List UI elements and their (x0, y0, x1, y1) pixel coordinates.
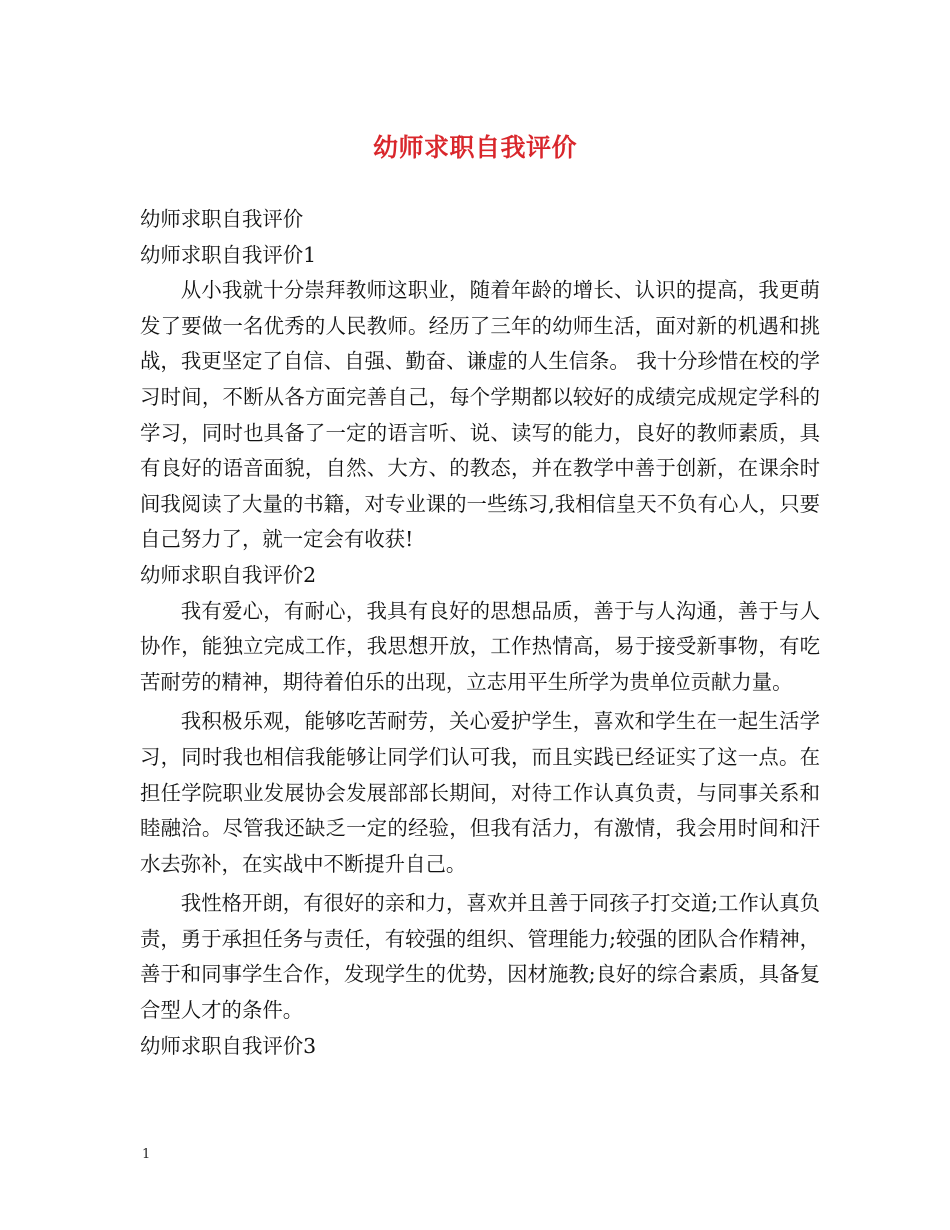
section-2-paragraph-1: 我有爱心，有耐心，我具有良好的思想品质，善于与人沟通，善于与人协作，能独立完成工作，我思想开放，工作热情高，易于接受新事物，有吃苦耐劳的精神，期待着伯乐的出现，立志用平生所学为贵单位贡献力量。 (140, 598, 820, 694)
section-1-heading: 幼师求职自我评价1 (140, 242, 317, 267)
document-title: 幼师求职自我评价 (372, 133, 577, 162)
main-heading: 幼师求职自我评价 (140, 207, 304, 231)
page-number: 1 (142, 1147, 151, 1162)
section-2-heading: 幼师求职自我评价2 (140, 562, 317, 587)
section-1-paragraph-1: 从小我就十分崇拜教师这职业，随着年龄的增长、认识的提高，我更萌发了要做一名优秀的人民教师。经历了三年的幼师生活，面对新的机遇和挑战，我更坚定了自信、自强、勤奋、谦虚的人生信条。 我十分珍惜在校的学习时间，不断从各方面完善自己，每个学期都以较好的成绩完成规定学科的学习，同时也具备了一定的语言听、说、读写的能力，良好的教师素质，具有良好的语音面貌，自然、大方、的教态，并在教学中善于创新，在课余时间我阅读了大量的书籍，对专业课的一些练习,我相信皇天不负有心人，只要自己努力了，就一定会有收获! (140, 278, 820, 552)
section-2-paragraph-3: 我性格开朗，有很好的亲和力，喜欢并且善于同孩子打交道;工作认真负责，勇于承担任务与责任，有较强的组织、管理能力;较强的团队合作精神，善于和同事学生合作，发现学生的优势，因材施教;良好的综合素质，具备复合型人才的条件。 (140, 891, 820, 1023)
section-2-paragraph-2: 我积极乐观，能够吃苦耐劳，关心爱护学生，喜欢和学生在一起生活学习，同时我也相信我能够让同学们认可我，而且实践已经证实了这一点。在担任学院职业发展协会发展部部长期间，对待工作认真负责，与同事关系和睦融洽。尽管我还缺乏一定的经验，但我有活力，有激情，我会用时间和汗水去弥补，在实战中不断提升自己。 (140, 709, 820, 876)
document-body (140, 202, 820, 1064)
section-3-heading: 幼师求职自我评价3 (140, 1033, 317, 1058)
